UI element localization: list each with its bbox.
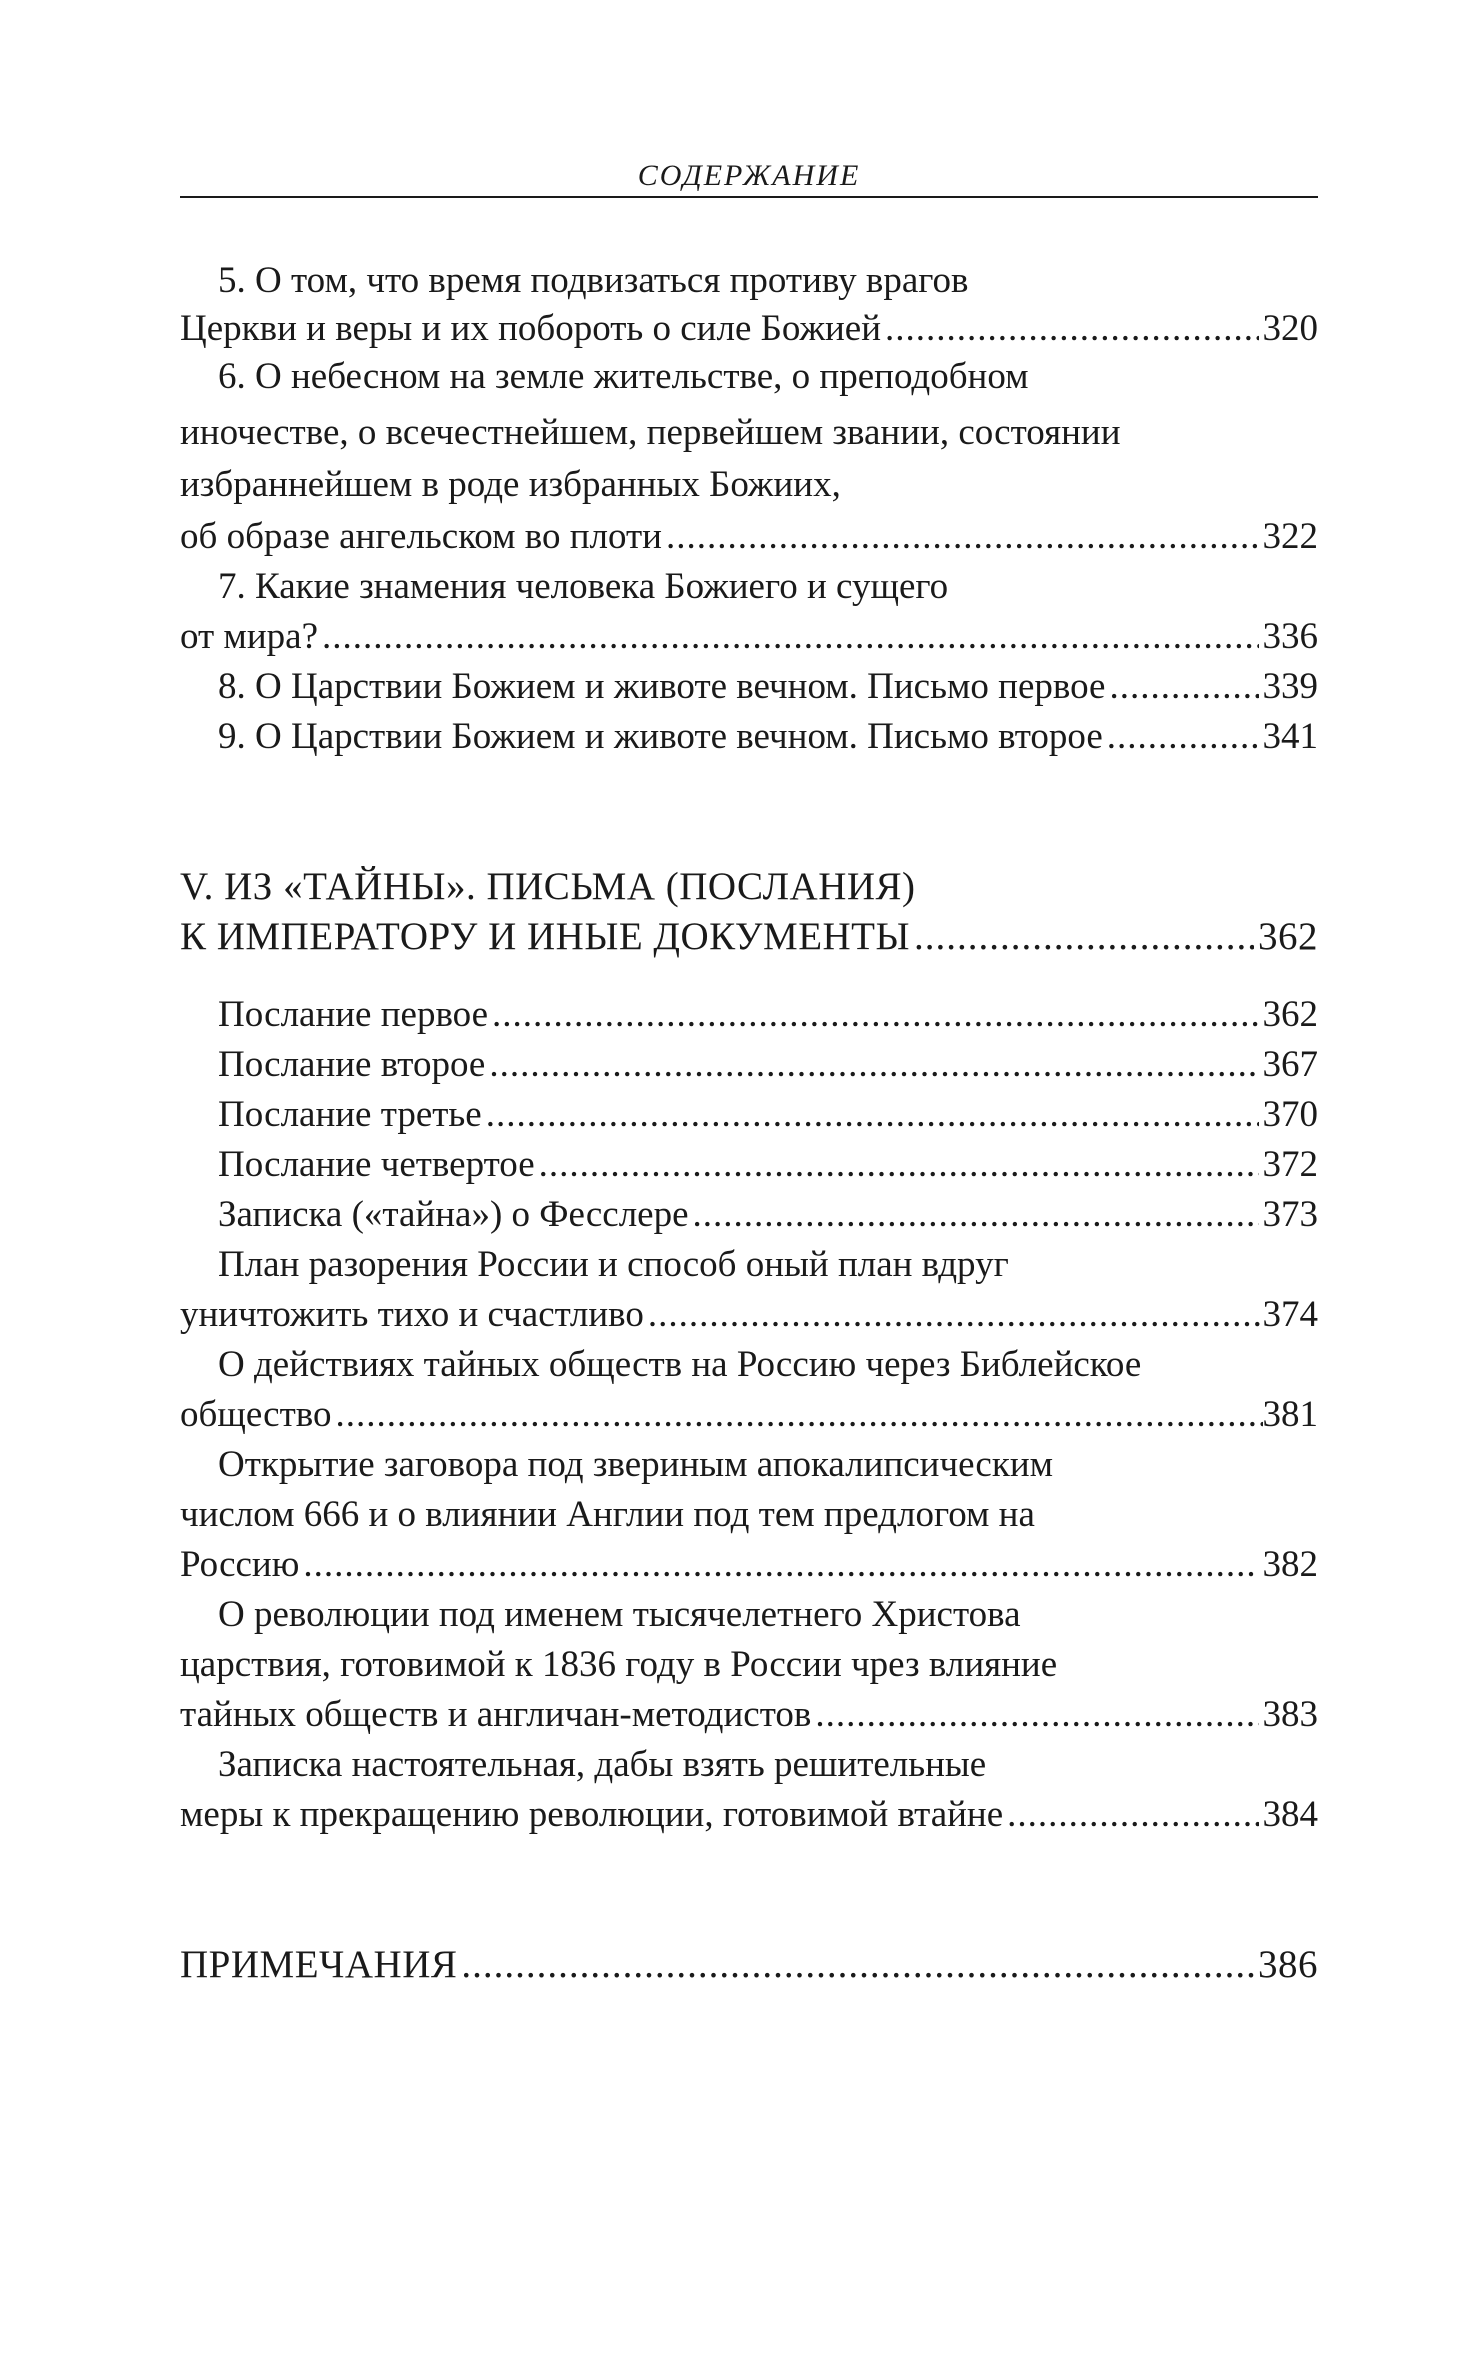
dot-leader (461, 1940, 1254, 1990)
section-5-title-line2: К ИМПЕРАТОРУ И ИНЫЕ ДОКУМЕНТЫ (180, 915, 911, 958)
toc-item-8-line2: числом 666 и о влиянии Англии под тем предлогом на (180, 1494, 1035, 1535)
toc-item-10[interactable] (180, 1790, 1318, 1840)
toc-item-6[interactable] (180, 1290, 1318, 1340)
section-5-page: 362 (1258, 915, 1318, 958)
toc-entry-5-line2: Церкви и веры и их побороть о силе Божией (180, 308, 882, 349)
running-header: СОДЕРЖАНИЕ (637, 159, 861, 192)
toc-item-3-text: Послание третье (218, 1094, 482, 1135)
toc-item-7-page: 381 (1262, 1394, 1318, 1435)
toc-item-7-line1: О действиях тайных обществ на Россию через Библейское (218, 1344, 1142, 1385)
dot-leader (489, 1040, 1258, 1090)
section-5-title-line1: V. ИЗ «ТАЙНЫ». ПИСЬМА (ПОСЛАНИЯ) (180, 865, 916, 908)
dot-leader (666, 512, 1259, 562)
toc-item-7[interactable] (180, 1390, 1318, 1440)
toc-item-7-line2: общество (180, 1394, 332, 1435)
toc-entry-9-page: 341 (1262, 716, 1318, 757)
dot-leader (815, 1690, 1258, 1740)
dot-leader (335, 1390, 1262, 1440)
toc-item-9-line3: тайных обществ и англичан-методистов (180, 1694, 812, 1735)
dot-leader (486, 1090, 1259, 1140)
dot-leader (914, 912, 1254, 962)
toc-entry-7-line2: от мира? (180, 616, 318, 657)
toc-item-5-text: Записка («тайна») о Фесслере (218, 1194, 689, 1235)
toc-item-9[interactable] (180, 1690, 1318, 1740)
toc-entry-5[interactable] (180, 304, 1318, 354)
toc-entry-9-text: 9. О Царствии Божием и животе вечном. Письмо второе (218, 716, 1103, 757)
toc-entry-8[interactable] (180, 662, 1318, 712)
toc-item-10-page: 384 (1262, 1794, 1318, 1835)
toc-item-10-line2: меры к прекращению революции, готовимой втайне (180, 1794, 1004, 1835)
dot-leader (885, 304, 1258, 354)
dot-leader (303, 1540, 1258, 1590)
dot-leader (1007, 1790, 1258, 1840)
toc-entry-9[interactable] (180, 712, 1318, 762)
toc-entry-8-text: 8. О Царствии Божием и животе вечном. Письмо первое (218, 666, 1106, 707)
toc-item-4-page: 372 (1262, 1144, 1318, 1185)
toc-item-9-line1: О революции под именем тысячелетнего Христова (218, 1594, 1021, 1635)
toc-entry-5-page: 320 (1262, 308, 1318, 349)
toc-item-1-text: Послание первое (218, 994, 489, 1035)
toc-item-4-text: Послание четвертое (218, 1144, 535, 1185)
toc-entry-7-page: 336 (1262, 616, 1318, 657)
toc-item-8-line1: Открытие заговора под звериным апокалипсическим (218, 1444, 1054, 1485)
toc-entry-5-line1: 5. О том, что время подвизаться противу врагов (218, 260, 969, 301)
toc-item-3-page: 370 (1262, 1094, 1318, 1135)
toc-entry-6-line2: иночестве, о всечестнейшем, первейшем звании, состоянии (180, 412, 1121, 453)
toc-item-2-page: 367 (1262, 1044, 1318, 1085)
toc-item-6-line2: уничтожить тихо и счастливо (180, 1294, 644, 1335)
toc-entry-6-line4: об образе ангельском во плоти (180, 516, 662, 557)
dot-leader (322, 612, 1259, 662)
toc-item-5-page: 373 (1262, 1194, 1318, 1235)
toc-entry-7-line1: 7. Какие знамения человека Божиего и сущего (218, 566, 949, 607)
toc-entry-6-line3: избраннейшем в роде избранных Божиих, (180, 464, 841, 505)
toc-entry-6[interactable] (180, 512, 1318, 562)
dot-leader (492, 990, 1258, 1040)
dot-leader (1107, 712, 1259, 762)
toc-item-2-text: Послание второе (218, 1044, 486, 1085)
toc-item-9-page: 383 (1262, 1694, 1318, 1735)
dot-leader (539, 1140, 1259, 1190)
toc-item-10-line1: Записка настоятельная, дабы взять решительные (218, 1744, 987, 1785)
toc-item-5[interactable] (180, 1190, 1318, 1240)
notes-page: 386 (1258, 1943, 1318, 1986)
toc-page (180, 0, 1318, 2362)
notes-entry[interactable] (180, 1940, 1318, 1990)
dot-leader (648, 1290, 1263, 1340)
toc-item-8-page: 382 (1262, 1544, 1318, 1585)
toc-item-3[interactable] (180, 1090, 1318, 1140)
toc-item-4[interactable] (180, 1140, 1318, 1190)
toc-item-1[interactable] (180, 990, 1318, 1040)
dot-leader (1109, 662, 1258, 712)
section-5-heading[interactable] (180, 912, 1318, 962)
toc-item-8[interactable] (180, 1540, 1318, 1590)
dot-leader (693, 1190, 1259, 1240)
toc-entry-7[interactable] (180, 612, 1318, 662)
toc-entry-8-page: 339 (1262, 666, 1318, 707)
toc-item-2[interactable] (180, 1040, 1318, 1090)
toc-item-6-page: 374 (1262, 1294, 1318, 1335)
toc-entry-6-line1: 6. О небесном на земле жительстве, о преподобном (218, 356, 1029, 397)
toc-entry-6-page: 322 (1262, 516, 1318, 557)
notes-title: ПРИМЕЧАНИЯ (180, 1943, 458, 1986)
toc-item-6-line1: План разорения России и способ оный план вдруг (218, 1244, 1009, 1285)
header-rule (180, 196, 1318, 198)
toc-item-9-line2: царствия, готовимой к 1836 году в России чрез влияние (180, 1644, 1058, 1685)
toc-item-1-page: 362 (1262, 994, 1318, 1035)
toc-item-8-line3: Россию (180, 1544, 300, 1585)
